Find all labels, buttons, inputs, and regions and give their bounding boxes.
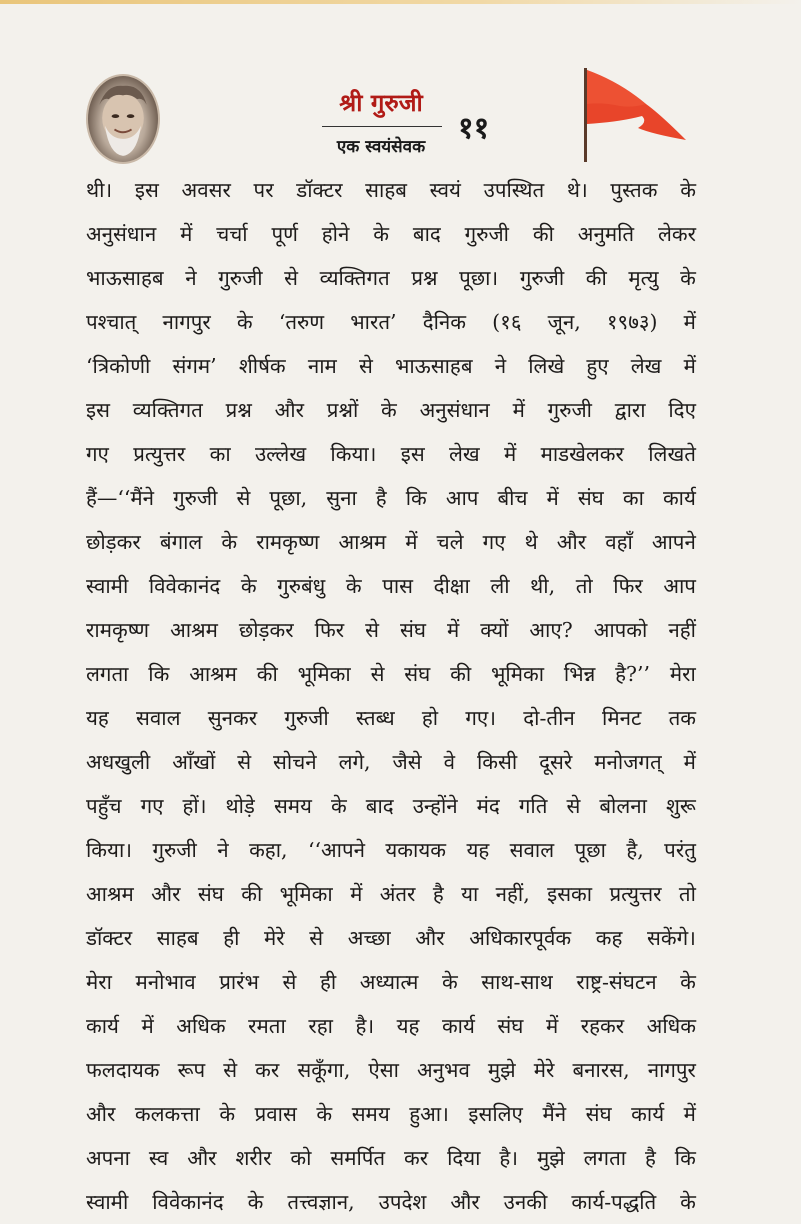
guruji-portrait bbox=[86, 74, 160, 164]
text-line: डॉक्टर साहब ही मेरे से अच्छा और अधिकारपूर्वक कह सकेंगे। bbox=[86, 926, 696, 950]
text-line: भाऊसाहब ने गुरुजी से व्यक्तिगत प्रश्न पूछा। गुरुजी की मृत्यु के bbox=[86, 266, 696, 290]
text-line: अनुसंधान में चर्चा पूर्ण होने के बाद गुरुजी की अनुमति लेकर bbox=[86, 222, 696, 246]
header-title: श्री गुरुजी bbox=[339, 89, 423, 117]
text-line: स्वामी विवेकानंद के तत्त्वज्ञान, उपदेश और उनकी कार्य-पद्धति के bbox=[86, 1190, 696, 1214]
text-line: हैं—‘‘मैंने गुरुजी से पूछा, सुना है कि आप बीच में संघ का कार्य bbox=[86, 486, 696, 510]
top-edge-rule bbox=[0, 0, 801, 4]
text-line: पश्चात् नागपुर के ‘तरुण भारत’ दैनिक (१६ जून, १९७३) में bbox=[86, 310, 696, 334]
header-divider bbox=[322, 126, 442, 127]
text-line: और कलकत्ता के प्रवास के समय हुआ। इसलिए मैंने संघ कार्य में bbox=[86, 1102, 696, 1126]
text-line: किया। गुरुजी ने कहा, ‘‘आपने यकायक यह सवाल पूछा है, परंतु bbox=[86, 838, 696, 862]
text-line: इस व्यक्तिगत प्रश्न और प्रश्नों के अनुसंधान में गुरुजी द्वारा दिए bbox=[86, 398, 696, 422]
header-subtitle: एक स्वयंसेवक bbox=[336, 137, 426, 157]
text-line: यह सवाल सुनकर गुरुजी स्तब्ध हो गए। दो-तीन मिनट तक bbox=[86, 706, 696, 730]
page-number: ११ bbox=[458, 111, 490, 146]
text-line: स्वामी विवेकानंद के गुरुबंधु के पास दीक्षा ली थी, तो फिर आप bbox=[86, 574, 696, 598]
text-line: पहुँच गए हों। थोड़े समय के बाद उन्होंने मंद गति से बोलना शुरू bbox=[86, 794, 696, 818]
portrait-photo bbox=[88, 76, 158, 162]
text-line: फलदायक रूप से कर सकूँगा, ऐसा अनुभव मुझे मेरे बनारस, नागपुर bbox=[86, 1058, 696, 1082]
text-line: अधखुली आँखों से सोचने लगे, जैसे वे किसी दूसरे मनोजगत् में bbox=[86, 750, 696, 774]
body-paragraph bbox=[86, 168, 696, 1224]
text-line: रामकृष्ण आश्रम छोड़कर फिर से संघ में क्यों आए? आपको नहीं bbox=[86, 618, 696, 642]
text-line: ‘त्रिकोणी संगम’ शीर्षक नाम से भाऊसाहब ने लिखे हुए लेख में bbox=[86, 354, 696, 378]
saffron-flag-icon bbox=[580, 64, 692, 164]
text-line: कार्य में अधिक रमता रहा है। यह कार्य संघ में रहकर अधिक bbox=[86, 1014, 696, 1038]
text-line: गए प्रत्युत्तर का उल्लेख किया। इस लेख में माडखेलकर लिखते bbox=[86, 442, 696, 466]
text-line: छोड़कर बंगाल के रामकृष्ण आश्रम में चले गए थे और वहाँ आपने bbox=[86, 530, 696, 554]
text-line: अपना स्व और शरीर को समर्पित कर दिया है। मुझे लगता है कि bbox=[86, 1146, 696, 1170]
text-line: मेरा मनोभाव प्रारंभ से ही अध्यात्म के साथ-साथ राष्ट्र-संघटन के bbox=[86, 970, 696, 994]
text-line: थी। इस अवसर पर डॉक्टर साहब स्वयं उपस्थित थे। पुस्तक के bbox=[86, 178, 696, 202]
text-line: आश्रम और संघ की भूमिका में अंतर है या नहीं, इसका प्रत्युत्तर तो bbox=[86, 882, 696, 906]
text-line: लगता कि आश्रम की भूमिका से संघ की भूमिका भिन्न है?’’ मेरा bbox=[86, 662, 696, 686]
